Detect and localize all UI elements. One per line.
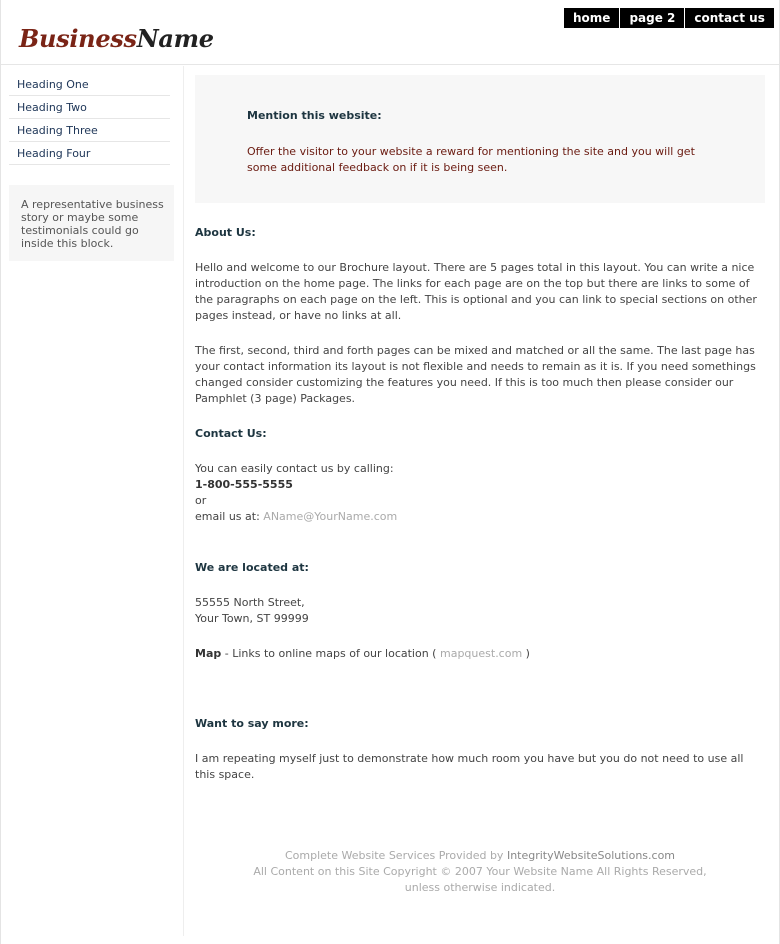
contact-email-label: email us at:: [195, 510, 260, 523]
map-text: - Links to online maps of our location (: [221, 647, 440, 660]
sidebar-item-heading-two: [9, 96, 170, 119]
sidebar-item-heading-three: [9, 119, 170, 142]
sidebar-item-heading-four: [9, 142, 170, 165]
location-address: [195, 595, 765, 627]
nav-contact-us[interactable]: contact us: [684, 8, 773, 28]
footer-credit: [195, 848, 765, 864]
map-close: ): [522, 647, 530, 660]
footer-copyright: All Content on this Site Copyright © 2007 Your Website Name All Rights Reserved, unless otherwise indicated.: [253, 865, 707, 894]
site-header: [1, 0, 779, 65]
logo-name: Name: [136, 24, 214, 53]
location-city: Your Town, ST 99999: [195, 612, 309, 625]
site-logo[interactable]: [19, 24, 214, 54]
more-text: I am repeating myself just to demonstrate how much room you have but you do not need to use all this space.: [195, 752, 744, 781]
footer-credit-prefix: Complete Website Services Provided by: [284, 849, 507, 862]
location-title: We are located at:: [195, 561, 309, 574]
sidebar-item-heading-one: [9, 73, 170, 96]
location-street: 55555 North Street,: [195, 596, 305, 609]
sidebar-link-heading-four[interactable]: Heading Four: [17, 147, 91, 160]
contact-title: Contact Us:: [195, 427, 267, 440]
about-paragraph-2: The first, second, third and forth pages can be mixed and matched or all the same. The last page has your contact information its layout is not flexible and needs to remain as it is. If you need somethings changed consider customizing the features you need. If this is too much then please consider our Pamphlet (3 page) Packages.: [195, 344, 756, 405]
column-divider: [183, 66, 184, 936]
more-title: Want to say more:: [195, 717, 309, 730]
sidebar-link-heading-one[interactable]: Heading One: [17, 78, 89, 91]
about-title: About Us:: [195, 226, 256, 239]
promo-box: [195, 75, 765, 203]
site-footer: [195, 848, 765, 896]
main-content: [195, 75, 765, 783]
promo-title: Mention this website:: [247, 109, 382, 122]
logo-business: Business: [19, 24, 137, 53]
map-label: Map: [195, 647, 222, 660]
sidebar-nav: [9, 73, 170, 165]
footer-brand-link[interactable]: IntegrityWebsiteSolutions.com: [506, 849, 676, 862]
contact-or: or: [195, 494, 207, 507]
contact-call-text: You can easily contact us by calling:: [195, 462, 394, 475]
top-nav: [564, 8, 774, 28]
about-paragraph-1: Hello and welcome to our Brochure layout. There are 5 pages total in this layout. You can write a nice introduction on the home page. The links for each page are on the top but there are links to some of the paragraphs on each page on the left. This is optional and you can link to special sections on other pages instead, or have no links at all.: [195, 261, 757, 322]
nav-page-2[interactable]: page 2: [619, 8, 684, 28]
contact-phone: 1-800-555-5555: [195, 478, 293, 491]
nav-home[interactable]: home: [564, 8, 619, 28]
mapquest-link[interactable]: mapquest.com: [439, 647, 523, 660]
sidebar-link-heading-two[interactable]: Heading Two: [17, 101, 87, 114]
promo-text: Offer the visitor to your website a reward for mentioning the site and you will get some additional feedback on if it is being seen.: [247, 145, 695, 174]
testimonial-block: A representative business story or maybe some testimonials could go inside this block.: [9, 185, 174, 261]
contact-info: [195, 461, 765, 525]
sidebar-link-heading-three[interactable]: Heading Three: [17, 124, 98, 137]
contact-email-link[interactable]: AName@YourName.com: [263, 510, 398, 523]
location-map-line: [195, 646, 765, 662]
page-frame-left: [0, 0, 1, 944]
